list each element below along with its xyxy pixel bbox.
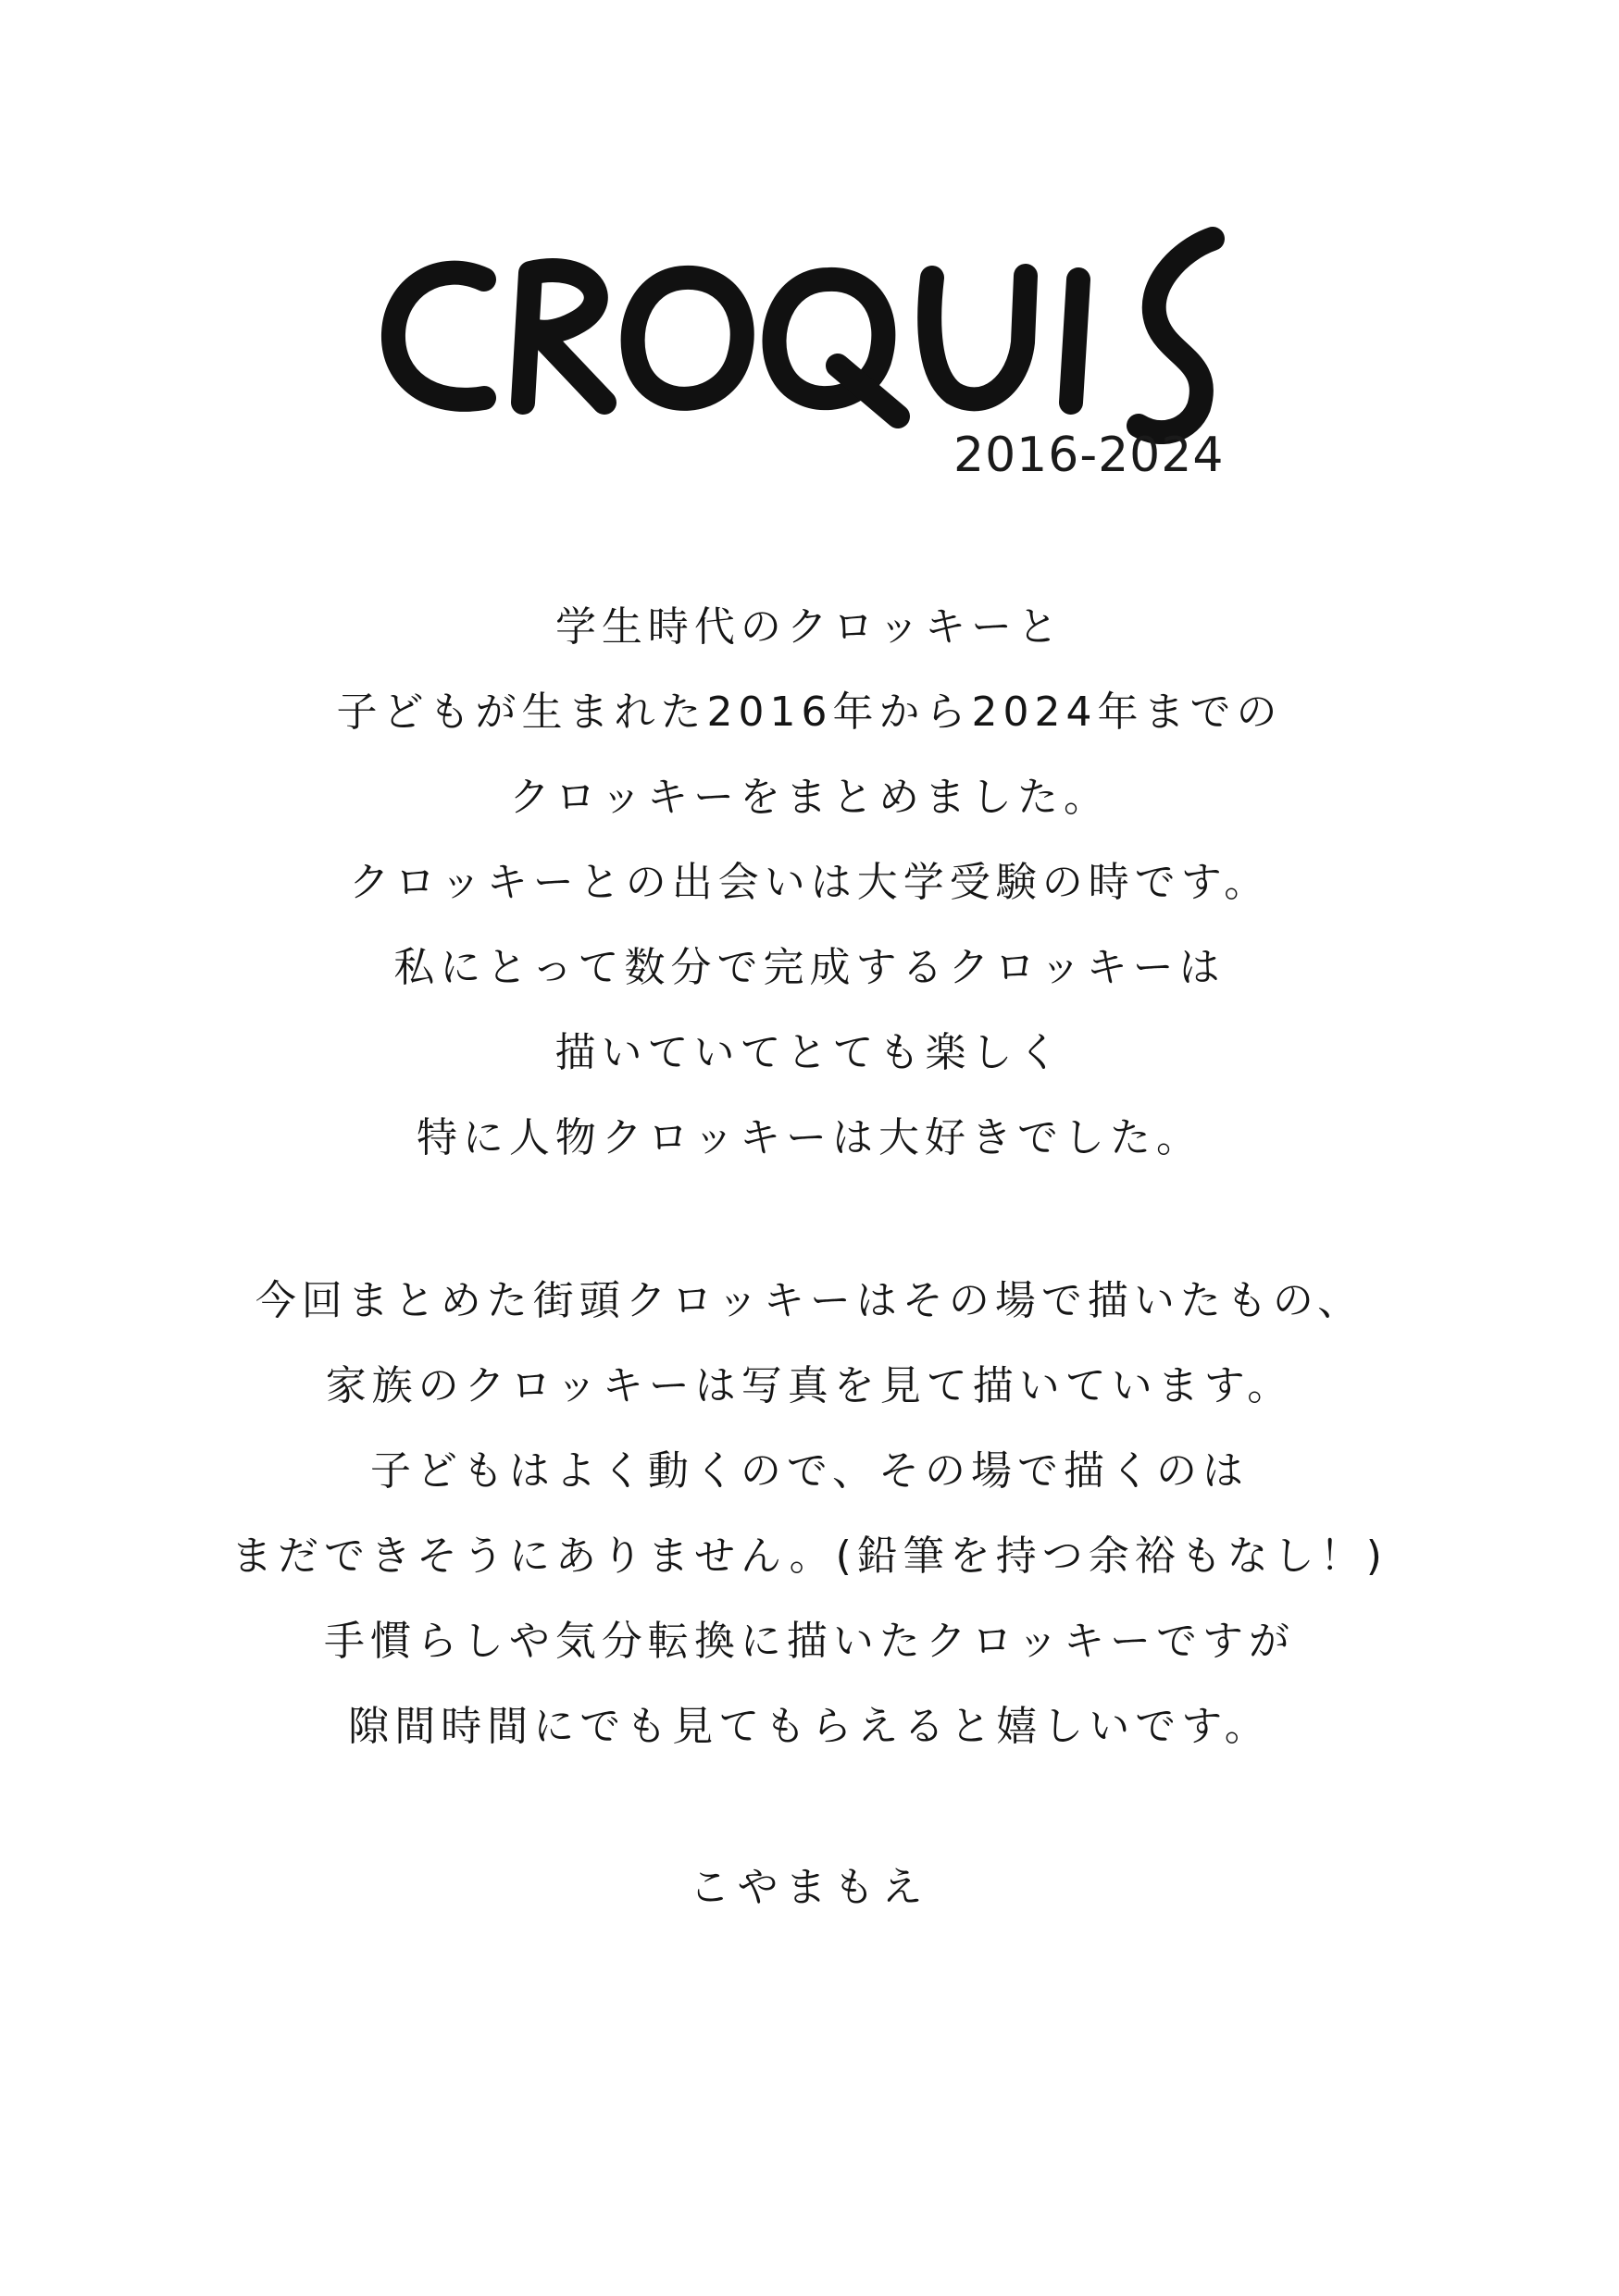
body-line: 今回まとめた街頭クロッキーはその場で描いたもの、: [255, 1277, 1364, 1324]
body-line: 隙間時間にでも見てもらえると嬉しいです。: [348, 1703, 1271, 1750]
body-line: 家族のクロッキーは写真を見て描いています。: [325, 1362, 1294, 1409]
body-line: 手慣らしや気分転換に描いたクロッキーですが: [323, 1618, 1296, 1665]
body-line: 子どもはよく動くので、その場で描くのは: [369, 1447, 1250, 1495]
body-line: 子どもが生まれた2016年から2024年までの: [336, 689, 1283, 736]
body-line: まだできそうにありません。(鉛筆を持つ余裕もなし！): [231, 1533, 1388, 1580]
years-range: 2016-2024: [953, 428, 1225, 483]
body-line: 私にとって数分で完成するクロッキーは: [393, 944, 1226, 991]
body-line: クロッキーとの出会いは大学受験の時です。: [348, 859, 1271, 906]
body-line: 特に人物クロッキーは大好きでした。: [416, 1114, 1203, 1161]
body-line: 学生時代のクロッキーと: [554, 603, 1065, 651]
body-line: クロッキーをまとめました。: [508, 774, 1111, 821]
author-signature: こやまもえ: [689, 1864, 930, 1911]
croquis-title-logo: [375, 222, 1264, 444]
body-line: 描いていてとても楽しく: [554, 1029, 1065, 1076]
croquis-hand-lettering: [375, 222, 1264, 444]
